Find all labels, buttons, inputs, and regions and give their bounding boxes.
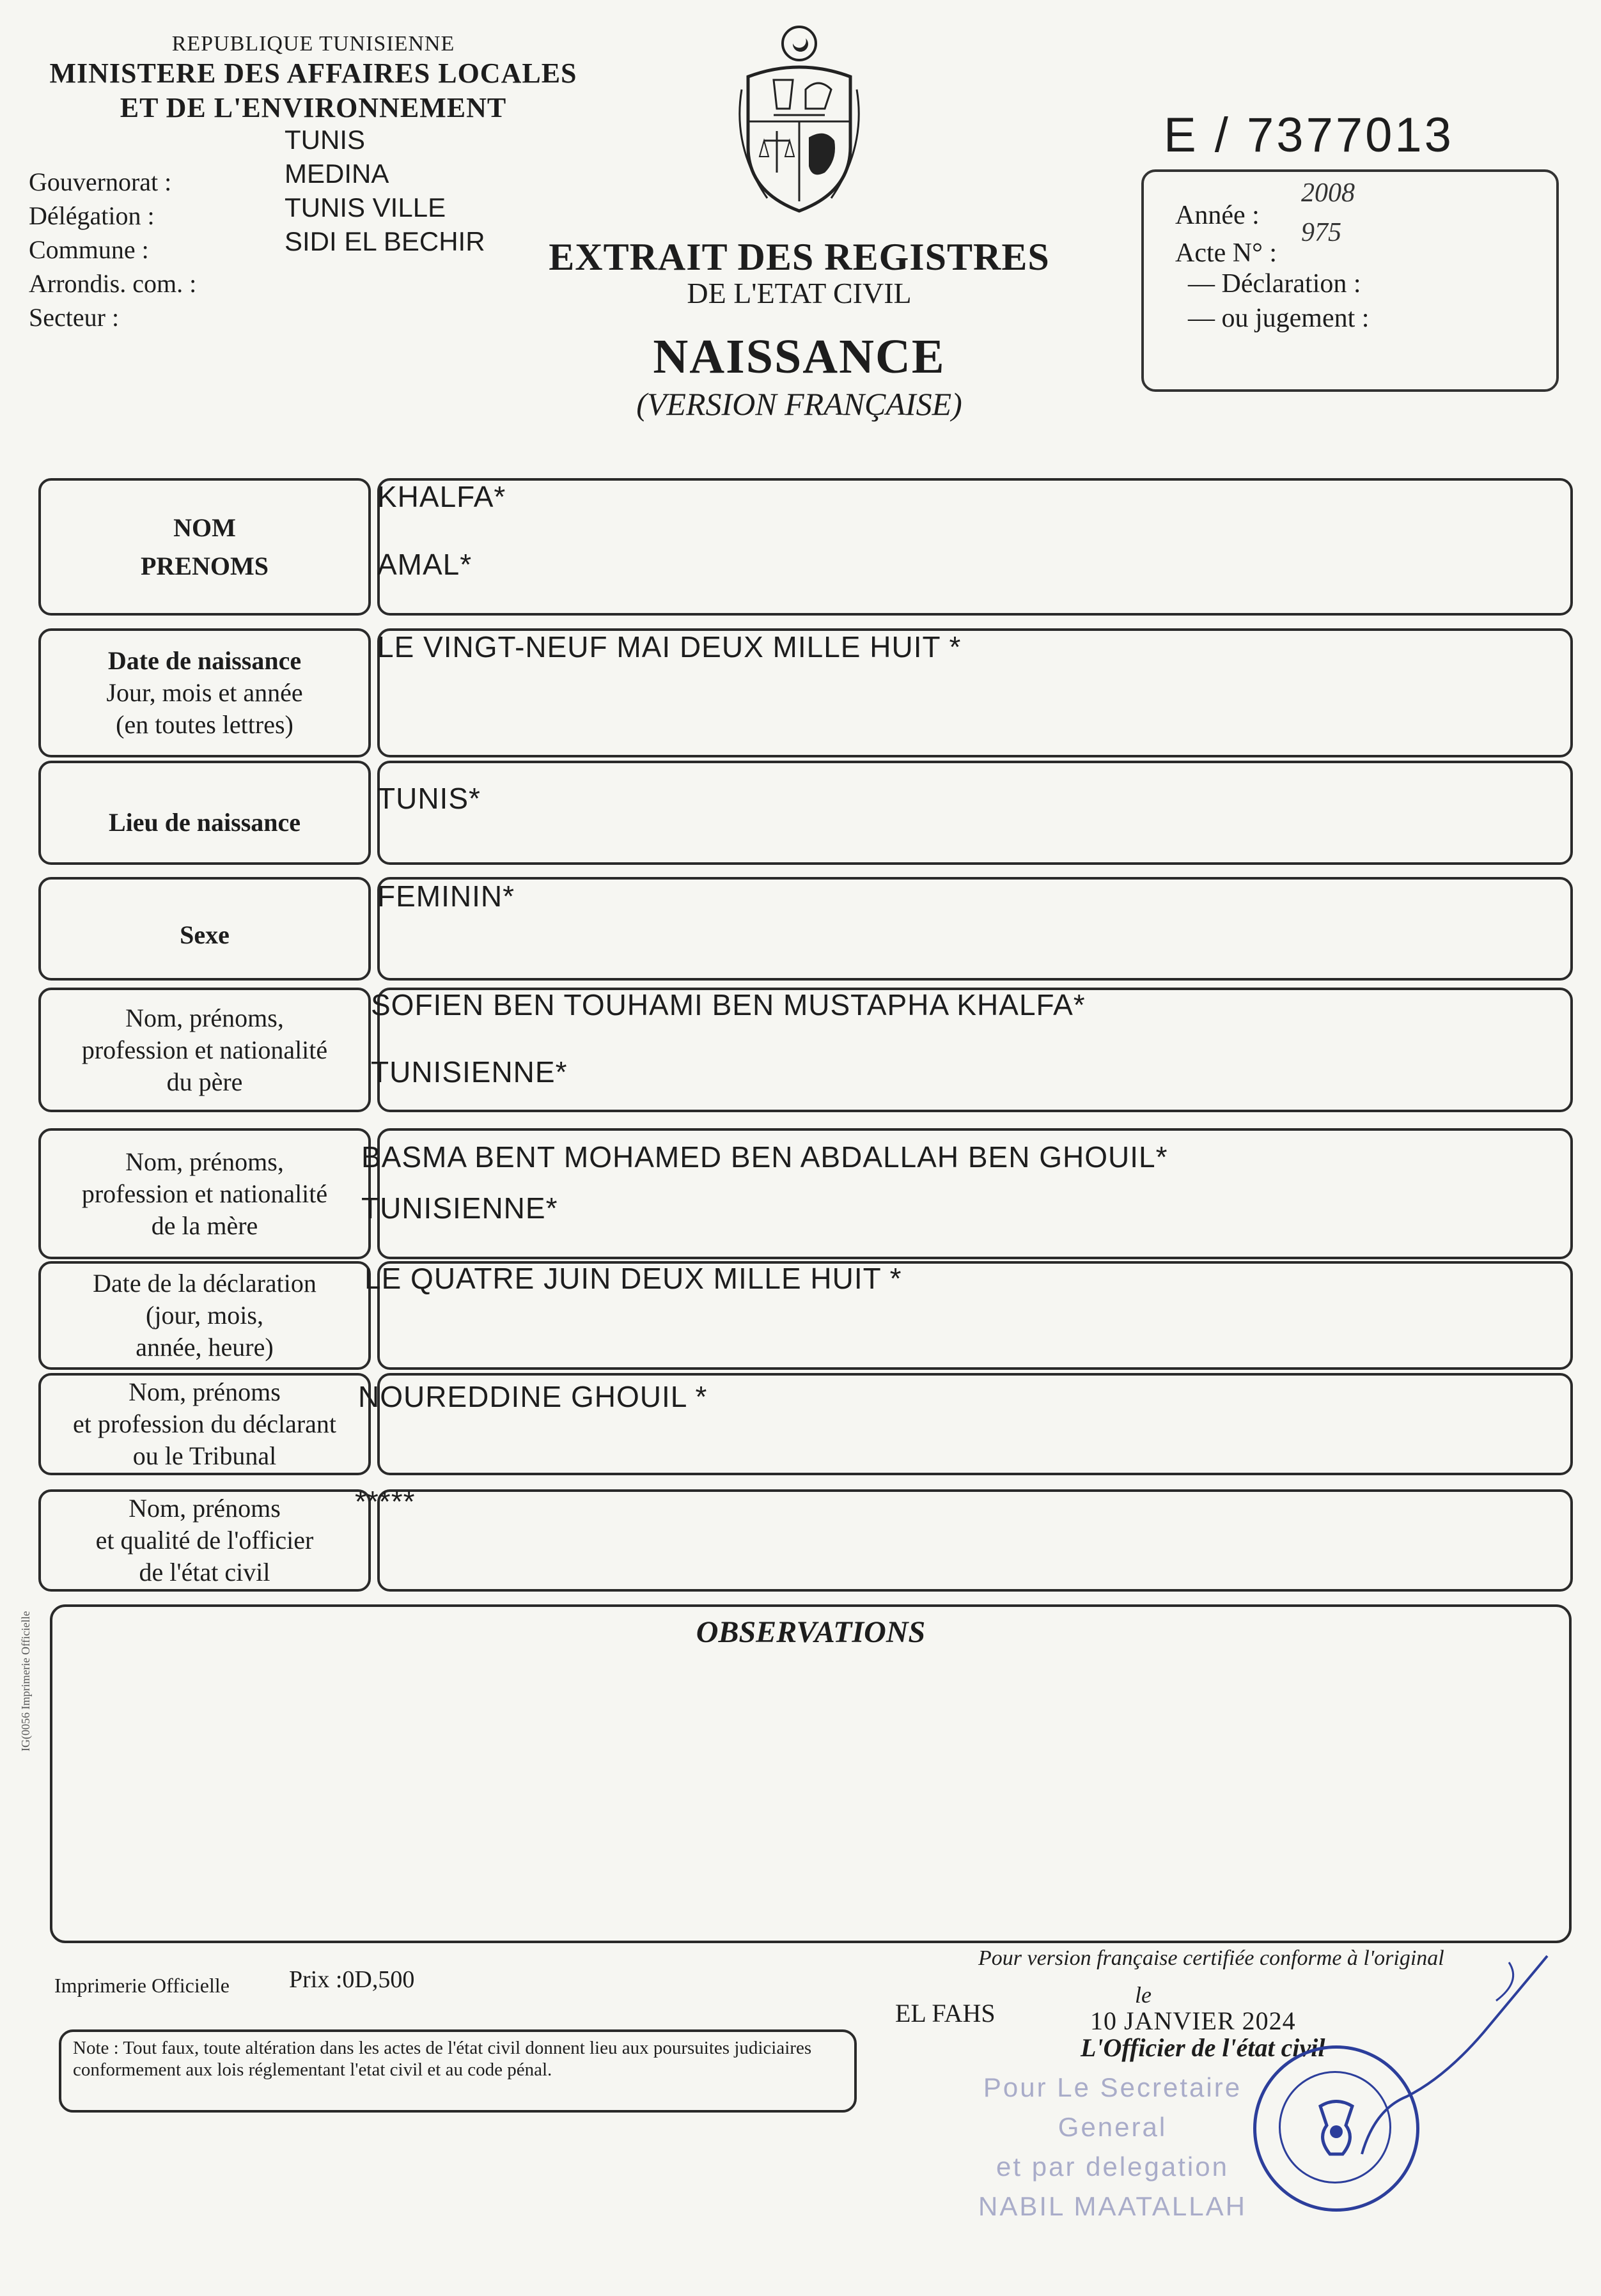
father-name-value: SOFIEN BEN TOUHAMI BEN MUSTAPHA KHALFA* (371, 988, 1086, 1021)
issue-place: EL FAHS (895, 1999, 996, 2028)
label-commune: Commune : (29, 235, 149, 264)
birth-date-label (38, 628, 371, 757)
name-label (38, 478, 371, 616)
birth-date-value: LE VINGT-NEUF MAI DEUX MILLE HUIT * (377, 630, 962, 663)
signature-mark (1215, 1943, 1573, 2173)
admin-values (285, 123, 485, 258)
label-secteur: Secteur : (29, 303, 120, 332)
document-title: EXTRAIT DES REGISTRES (549, 236, 1050, 278)
sex-label-text: Sexe (180, 920, 230, 949)
legal-note (59, 2029, 857, 2113)
note-text: Tout faux, toute altération dans les actes de l'état civil donnent lieu aux poursuites judiciaires conformement aux lois réglementant l'etat civil et au code pénal. (73, 2038, 812, 2080)
ministry-line-1: MINISTERE DES AFFAIRES LOCALES (49, 58, 577, 89)
side-print-mark: IG(0056 Imprimerie Officielle (19, 1611, 32, 1751)
sex-value-box (377, 877, 1573, 981)
label-delegation: Délégation : (29, 201, 155, 230)
declaration-date-label-2: (jour, mois, (146, 1301, 263, 1330)
observations-title: OBSERVATIONS (696, 1615, 926, 1649)
act-number-value: 975 (1301, 218, 1341, 247)
judgment-label: — ou jugement : (1188, 304, 1370, 333)
name-label-prenoms: PRENOMS (141, 551, 269, 580)
declarant-label-2: et profession du déclarant (72, 1409, 337, 1438)
mother-name-value: BASMA BENT MOHAMED BEN ABDALLAH BEN GHOUIL* (361, 1140, 1168, 1174)
version-label: (VERSION FRANÇAISE) (636, 386, 962, 422)
row-birth-date (38, 628, 1573, 757)
declaration-date-label (38, 1261, 371, 1370)
mother-label (38, 1128, 371, 1259)
mother-label-3: de la mère (151, 1211, 258, 1240)
price: Prix :0D,500 (289, 1966, 415, 1993)
birth-date-label-2: Jour, mois et année (106, 678, 303, 707)
declarant-value: NOUREDDINE GHOUIL * (358, 1380, 708, 1413)
row-officer (38, 1485, 1573, 1592)
row-birth-place (38, 761, 1573, 865)
document-subtitle: DE L'ETAT CIVIL (687, 277, 912, 309)
officer-label-2: et qualité de l'officier (95, 1526, 314, 1555)
label-gouvernorat: Gouvernorat : (29, 167, 172, 196)
serial-number: E / 7377013 (1164, 108, 1454, 162)
note-lead: Note : (73, 2038, 119, 2058)
year-value: 2008 (1301, 178, 1355, 208)
row-declarant (38, 1373, 1573, 1475)
coat-of-arms-icon (729, 19, 870, 224)
birth-date-label-1: Date de naissance (107, 646, 302, 675)
row-name (38, 478, 1573, 616)
observations-box (50, 1604, 1572, 1943)
father-label-1: Nom, prénoms, (125, 1003, 284, 1032)
issue-date: 10 JANVIER 2024 (1090, 2006, 1296, 2035)
row-declaration-date (38, 1261, 1573, 1370)
act-number-label: Acte N° : (1175, 238, 1277, 268)
certificate-type: NAISSANCE (653, 330, 946, 384)
row-mother (38, 1128, 1573, 1259)
certification-text: Pour version française certifiée conforme à l'original (978, 1946, 1444, 1970)
father-label (38, 988, 371, 1112)
ministry-header (26, 32, 601, 125)
officer-title: L'Officier de l'état civil (1081, 2033, 1325, 2062)
declaration-date-label-1: Date de la déclaration (93, 1269, 316, 1298)
republic-line: REPUBLIQUE TUNISIENNE (171, 32, 455, 56)
declaration-label: — Déclaration : (1188, 269, 1361, 299)
sex-value: FEMININ* (377, 880, 515, 913)
declarant-label-3: ou le Tribunal (132, 1441, 277, 1470)
row-father (38, 988, 1573, 1112)
stamp-line-1: Pour Le Secretaire (983, 2072, 1242, 2102)
birth-date-label-3: (en toutes lettres) (116, 710, 293, 739)
father-label-3: du père (166, 1067, 243, 1096)
mother-label-1: Nom, prénoms, (125, 1147, 284, 1176)
stamp-line-2: General (1058, 2112, 1168, 2142)
declaration-date-label-3: année, heure) (136, 1333, 274, 1361)
stamp-line-4: NABIL MAATALLAH (978, 2191, 1247, 2221)
birth-place-value: TUNIS* (377, 782, 481, 815)
ministry-line-2: ET DE L'ENVIRONNEMENT (120, 92, 507, 123)
father-nationality-value: TUNISIENNE* (371, 1055, 568, 1089)
nom-value: KHALFA* (377, 480, 506, 513)
row-sex (38, 877, 1573, 981)
mother-nationality-value: TUNISIENNE* (361, 1191, 558, 1225)
admin-labels (29, 165, 196, 334)
name-label-nom: NOM (173, 513, 236, 542)
birth-place-label-text: Lieu de naissance (108, 807, 301, 837)
year-label: Année : (1175, 201, 1260, 230)
officer-label-3: de l'état civil (139, 1558, 270, 1586)
officer-label-1: Nom, prénoms (129, 1494, 281, 1523)
label-arrondissement: Arrondis. com. : (29, 269, 197, 298)
declarant-label-1: Nom, prénoms (129, 1377, 281, 1406)
officer-value-box (377, 1489, 1573, 1592)
father-label-2: profession et nationalité (81, 1035, 328, 1064)
prenoms-value: AMAL* (377, 548, 472, 581)
value-delegation: MEDINA (285, 159, 389, 189)
date-le: le (1135, 1982, 1152, 2008)
stamp-line-3: et par delegation (996, 2152, 1229, 2182)
sex-label (38, 877, 371, 981)
birth-place-value-box (377, 761, 1573, 865)
officer-value: ***** (355, 1485, 416, 1518)
name-value-box (377, 478, 1573, 616)
value-arrondissement: SIDI EL BECHIR (285, 226, 485, 256)
value-gouvernorat: TUNIS (285, 125, 365, 155)
printer-name: Imprimerie Officielle (54, 1974, 230, 1997)
declaration-date-value: LE QUATRE JUIN DEUX MILLE HUIT * (364, 1262, 902, 1295)
officer-label (38, 1489, 371, 1592)
value-commune: TUNIS VILLE (285, 192, 446, 222)
mother-label-2: profession et nationalité (81, 1179, 328, 1208)
declarant-label (38, 1373, 371, 1475)
birth-place-label (38, 761, 371, 865)
